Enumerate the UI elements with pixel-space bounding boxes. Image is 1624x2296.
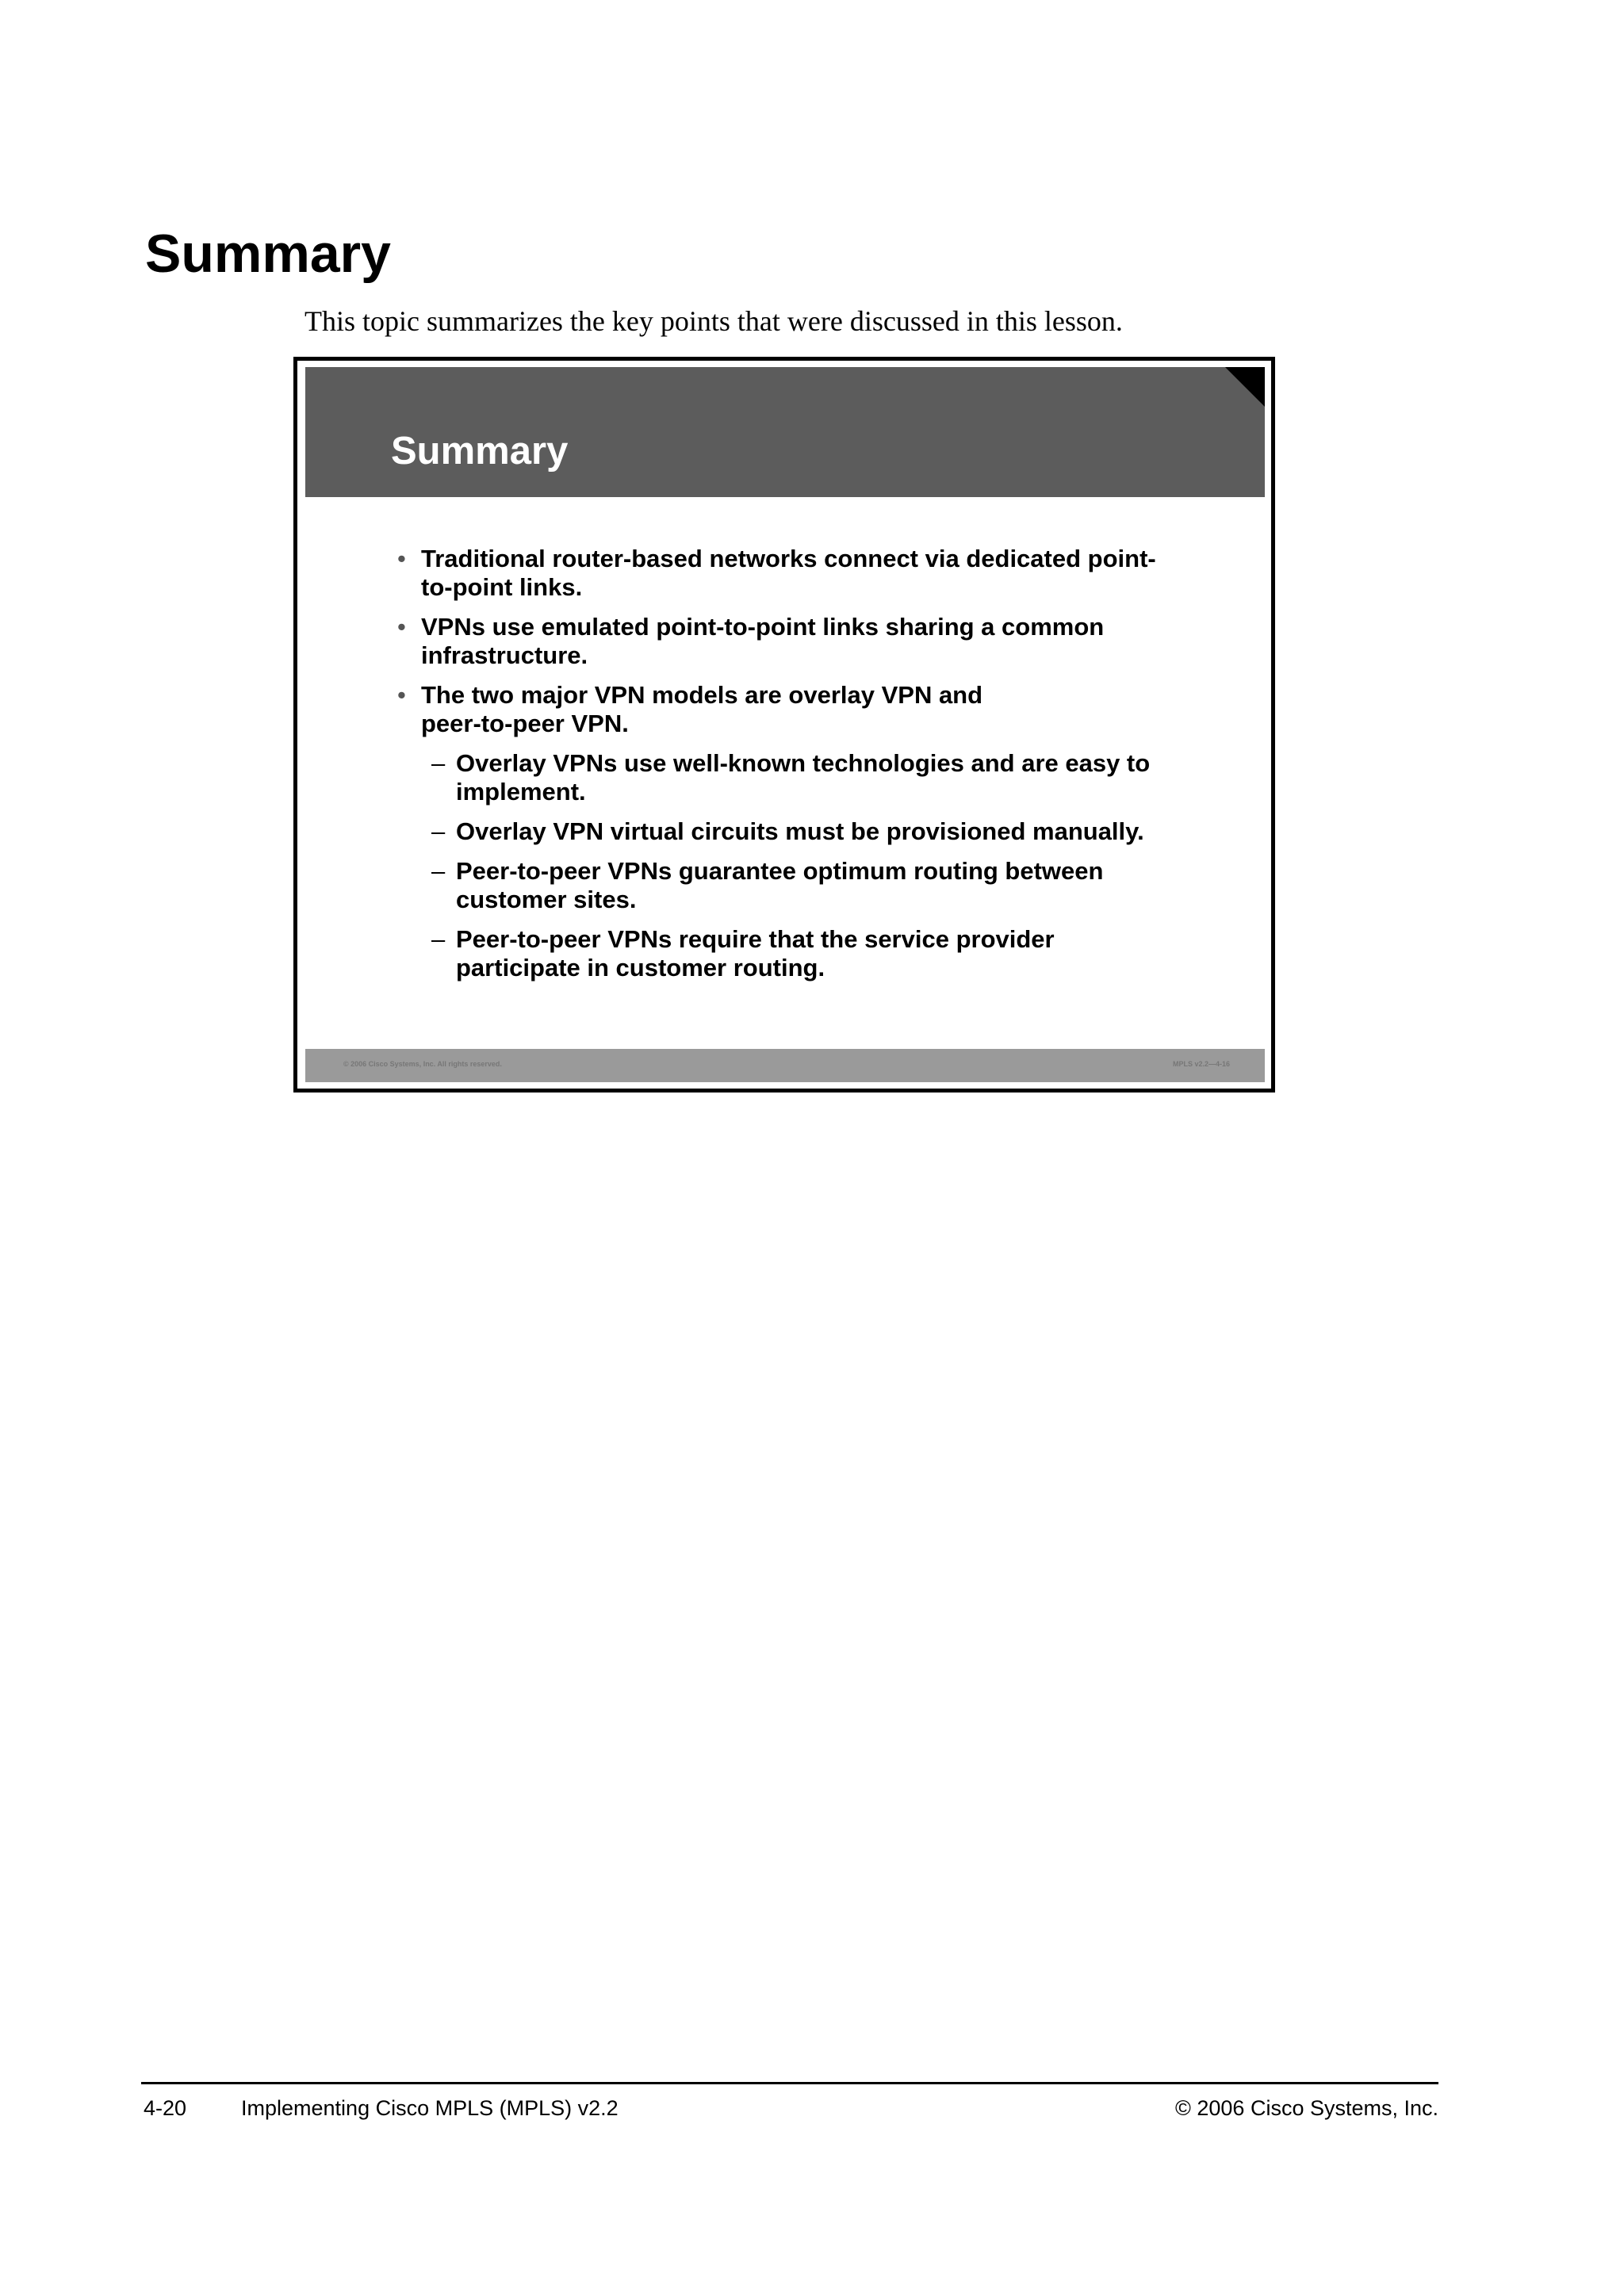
corner-triangle-icon: [1225, 367, 1265, 407]
bullet-item: [297, 545, 1265, 602]
slide-footer-bar: [305, 1049, 1265, 1082]
bullet-text-line: The two major VPN models are overlay VPN and: [421, 681, 983, 709]
slide-copyright: © 2006 Cisco Systems, Inc. All rights reserved.: [343, 1060, 502, 1068]
dash-icon: –: [431, 749, 446, 777]
sub-bullet-text-line: participate in customer routing.: [456, 954, 825, 982]
slide-title: Summary: [391, 430, 569, 473]
sub-bullet-text-line: Peer-to-peer VPNs require that the service provider: [456, 925, 1055, 953]
bullet-text-line: infrastructure.: [421, 641, 588, 669]
slide-figure: [293, 357, 1275, 1093]
bullet-dot-icon: •: [397, 613, 406, 641]
bullet-item: [297, 613, 1265, 670]
sub-bullet-text-line: Overlay VPN virtual circuits must be provisioned manually.: [456, 817, 1144, 845]
page-number: 4-20: [144, 2096, 187, 2120]
page-copyright: © 2006 Cisco Systems, Inc.: [1174, 2096, 1438, 2120]
dash-icon: –: [431, 857, 446, 885]
sub-bullet-text-line: Peer-to-peer VPNs guarantee optimum routing between: [456, 857, 1104, 885]
sub-bullet-text-line: Overlay VPNs use well-known technologies and are easy to: [456, 749, 1151, 777]
sub-bullet-item: [297, 749, 1265, 806]
sub-bullet-item: [297, 925, 1265, 982]
dash-icon: –: [431, 817, 446, 845]
bullet-text-line: peer-to-peer VPN.: [421, 710, 629, 737]
sub-bullet-item: [297, 857, 1265, 914]
bullet-dot-icon: •: [397, 545, 406, 572]
bullet-text-line: to-point links.: [421, 573, 583, 601]
intro-text: This topic summarizes the key points that were discussed in this lesson.: [304, 305, 1123, 337]
course-title: Implementing Cisco MPLS (MPLS) v2.2: [241, 2096, 619, 2120]
footer-divider: [141, 2082, 1438, 2084]
sub-bullet-text-line: implement.: [456, 778, 586, 806]
dash-icon: –: [431, 925, 446, 953]
slide-header: [305, 367, 1265, 497]
bullet-dot-icon: •: [397, 681, 406, 709]
bullet-text-line: VPNs use emulated point-to-point links sharing a common: [421, 613, 1105, 641]
slide-number: MPLS v2.2—4-16: [1172, 1060, 1230, 1068]
sub-bullet-item: [297, 817, 1265, 846]
bullet-item: [297, 681, 1265, 738]
slide-bullet-list: [297, 545, 1265, 993]
page-title: Summary: [145, 224, 391, 284]
sub-bullet-text-line: customer sites.: [456, 886, 637, 913]
bullet-text-line: Traditional router-based networks connect via dedicated point-: [421, 545, 1156, 572]
